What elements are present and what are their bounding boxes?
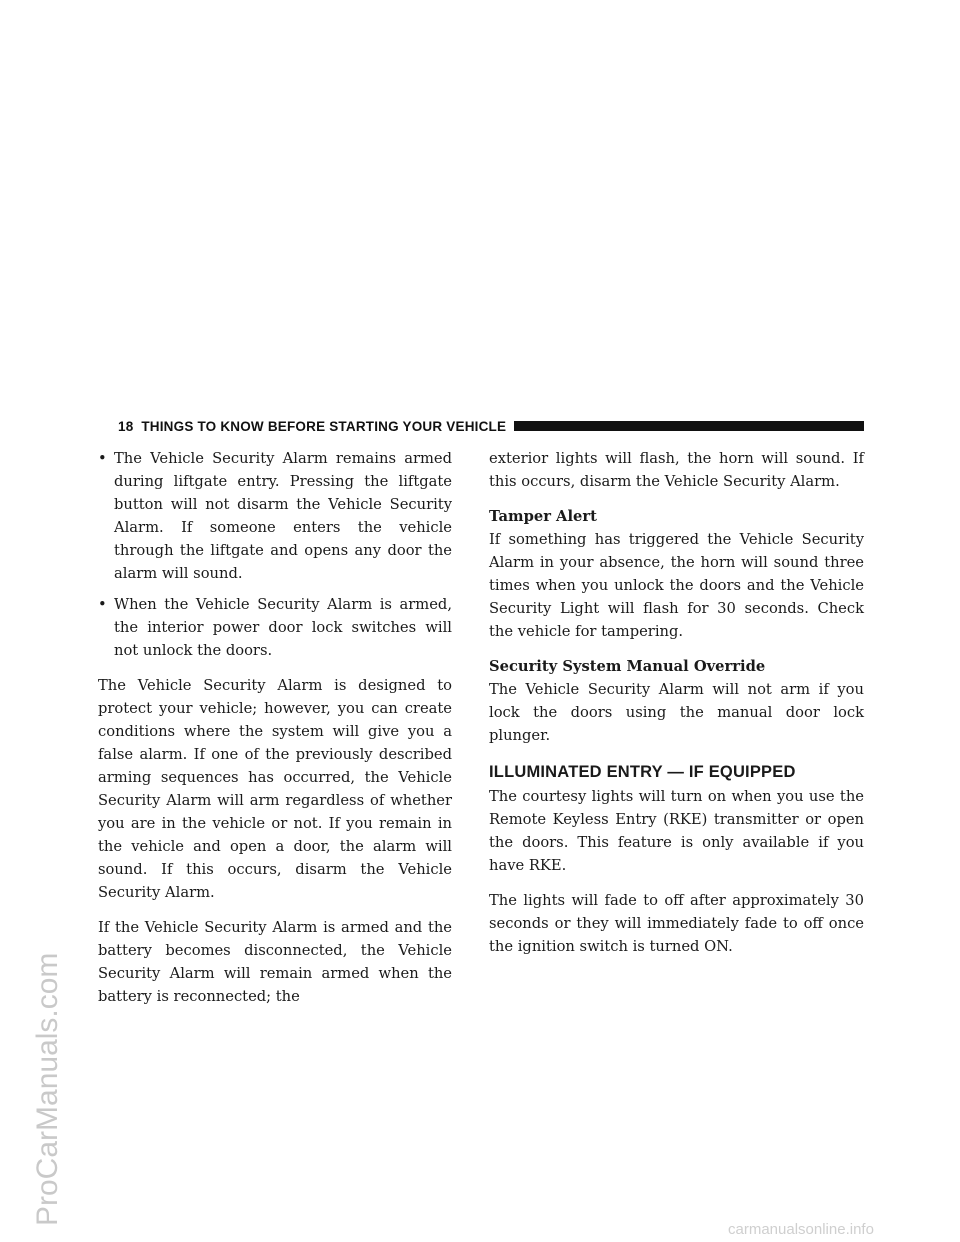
bullet-item bbox=[98, 593, 452, 662]
tamper-alert-text: If something has triggered the Vehicle Security Alarm in your absence, the horn will sound three times when you unlock the doors and the Vehicle Security Light will flash for 30 seconds. Check the vehicle for tampering. bbox=[489, 531, 864, 640]
continuation-paragraph: exterior lights will flash, the horn will sound. If this occurs, disarm the Vehicle Security Alarm. bbox=[489, 450, 864, 490]
right-column bbox=[489, 447, 864, 970]
footer-watermark: carmanualsonline.info bbox=[728, 1221, 874, 1238]
illuminated-entry-paragraph: The lights will fade to off after approximately 30 seconds or they will immediately fade to off once the ignition switch is turned ON. bbox=[489, 892, 864, 955]
page-number: 18 bbox=[118, 418, 134, 434]
header-text bbox=[118, 419, 506, 434]
header-rule bbox=[514, 421, 864, 431]
bullet-marker: • bbox=[98, 450, 107, 467]
manual-override-heading: Security System Manual Override bbox=[489, 658, 766, 675]
left-column bbox=[98, 447, 452, 1020]
false-alarm-paragraph: The Vehicle Security Alarm is designed to protect your vehicle; however, you can create conditions where the system will give you a false alarm. If one of the previously described arming sequences has occurred, the Vehicle Security Alarm will arm regardless of whether you are in the vehicle or not. If you remain in the vehicle and open a door, the alarm will sound. If this occurs, disarm the Vehicle Security Alarm. bbox=[98, 677, 452, 901]
bullet-text: When the Vehicle Security Alarm is armed, the interior power door lock switches will not unlock the doors. bbox=[114, 596, 452, 659]
chapter-title: THINGS TO KNOW BEFORE STARTING YOUR VEHICLE bbox=[141, 418, 507, 434]
bullet-text: The Vehicle Security Alarm remains armed during liftgate entry. Pressing the liftgate button will not disarm the Vehicle Security Alarm. If someone enters the vehicle through the liftgate and opens any door the alarm will sound. bbox=[114, 450, 452, 582]
bullet-item bbox=[98, 447, 452, 585]
side-watermark-text: ProCarManuals.com bbox=[31, 952, 64, 1226]
page-header bbox=[118, 416, 864, 436]
illuminated-entry-paragraph: The courtesy lights will turn on when you use the Remote Keyless Entry (RKE) transmitter or open the doors. This feature is only available if you have RKE. bbox=[489, 788, 864, 874]
manual-override-text: The Vehicle Security Alarm will not arm if you lock the doors using the manual door lock plunger. bbox=[489, 681, 864, 744]
battery-paragraph: If the Vehicle Security Alarm is armed and the battery becomes disconnected, the Vehicle Security Alarm will remain armed when the battery is reconnected; the bbox=[98, 919, 452, 1005]
illuminated-entry-heading: ILLUMINATED ENTRY — IF EQUIPPED bbox=[489, 763, 796, 781]
bullet-marker: • bbox=[98, 596, 107, 613]
side-watermark bbox=[24, 0, 64, 1242]
tamper-alert-heading: Tamper Alert bbox=[489, 508, 597, 525]
